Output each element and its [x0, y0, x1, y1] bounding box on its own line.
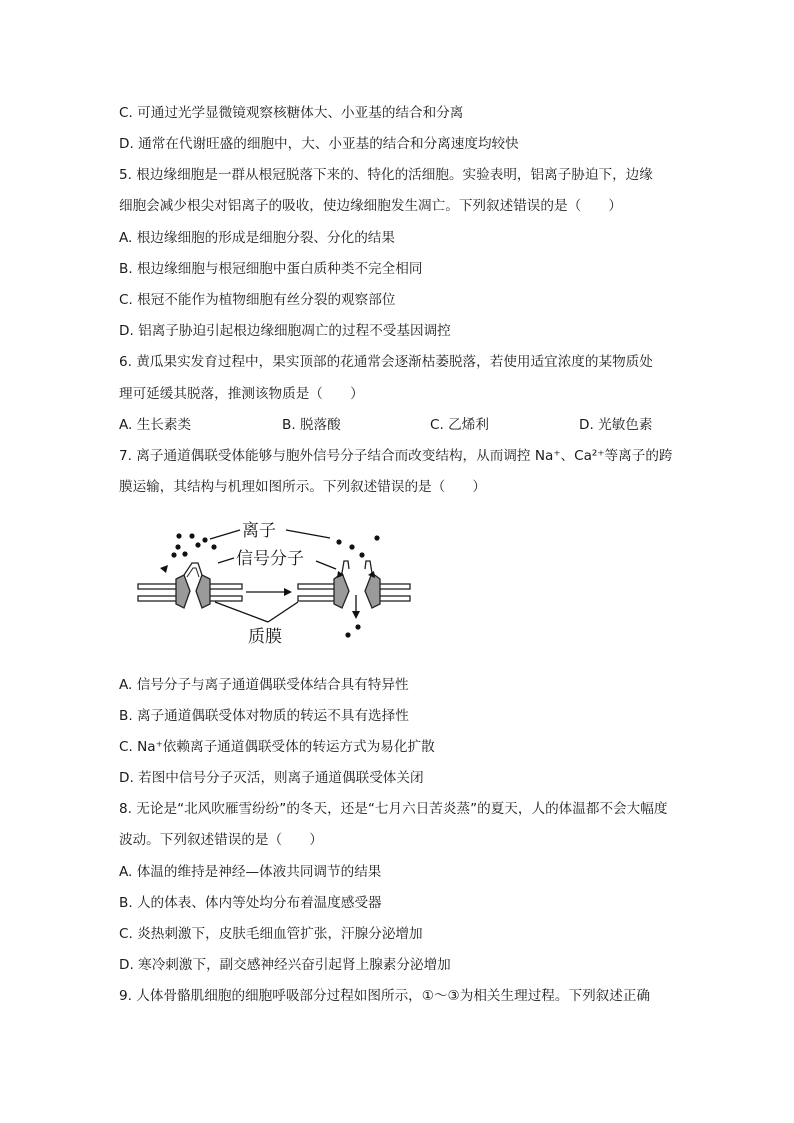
q4-option-d: D. 通常在代谢旺盛的细胞中，大、小亚基的结合和分离速度均较快 [119, 136, 519, 152]
q6-option-b: B. 脱落酸 [282, 417, 341, 433]
label-membrane: 质膜 [248, 627, 282, 647]
q5-stem-line2: 细胞会减少根尖对铝离子的吸收，使边缘细胞发生凋亡。下列叙述错误的是（ ） [119, 198, 622, 214]
q7-stem-line2: 膜运输，其结构与机理如图所示。下列叙述错误的是（ ） [119, 479, 487, 495]
right-membrane [298, 561, 410, 608]
q5-option-c: C. 根冠不能作为植物细胞有丝分裂的观察部位 [119, 292, 396, 308]
ion-flow-arrow-head [352, 611, 360, 619]
q6-option-c: C. 乙烯利 [430, 417, 489, 433]
ion-channel-receptor-figure [130, 505, 420, 655]
pointer-lines [210, 530, 356, 622]
q8-option-c: C. 炎热刺激下，皮肤毛细血管扩张，汗腺分泌增加 [119, 926, 423, 942]
q6-stem-line1: 6. 黄瓜果实发育过程中，果实顶部的花通常会逐渐枯萎脱落，若使用适宜浓度的某物质处 [119, 354, 653, 370]
left-membrane [138, 563, 242, 608]
q7-stem-line1: 7. 离子通道偶联受体能够与胞外信号分子结合而改变结构，从而调控 Na⁺、Ca²⁺等离子的跨 [119, 448, 673, 464]
q5-option-b: B. 根边缘细胞与根冠细胞中蛋白质种类不完全相同 [119, 261, 423, 277]
q6-option-a: A. 生长素类 [119, 417, 192, 433]
q7-option-c: C. Na⁺依赖离子通道偶联受体的转运方式为易化扩散 [119, 739, 435, 755]
q7-option-d: D. 若图中信号分子灭活，则离子通道偶联受体关闭 [119, 770, 424, 786]
q7-option-b: B. 离子通道偶联受体对物质的转运不具有选择性 [119, 708, 409, 724]
q5-option-a: A. 根边缘细胞的形成是细胞分裂、分化的结果 [119, 230, 395, 246]
q9-stem-line1: 9. 人体骨骼肌细胞的细胞呼吸部分过程如图所示，①～③为相关生理过程。下列叙述正确 [119, 988, 651, 1004]
q7-option-a: A. 信号分子与离子通道偶联受体结合具有特异性 [119, 677, 409, 693]
q8-stem-line1: 8. 无论是“北风吹雁雪纷纷”的冬天，还是“七月六日苦炎蒸”的夏天，人的体温都不会大幅度 [119, 801, 668, 817]
q8-option-d: D. 寒冷刺激下，副交感神经兴奋引起肾上腺素分泌增加 [119, 957, 451, 973]
q6-option-d: D. 光敏色素 [579, 417, 653, 433]
q5-stem-line1: 5. 根边缘细胞是一群从根冠脱落下来的、特化的活细胞。实验表明，铝离子胁迫下，边缘 [119, 167, 653, 183]
q5-option-d: D. 铝离子胁迫引起根边缘细胞凋亡的过程不受基因调控 [119, 323, 451, 339]
q8-option-b: B. 人的体表、体内等处均分布着温度感受器 [119, 895, 382, 911]
transition-arrow-head [284, 588, 292, 596]
q8-stem-line2: 波动。下列叙述错误的是（ ） [119, 832, 323, 848]
q6-stem-line2: 理可延缓其脱落，推测该物质是（ ） [119, 386, 364, 402]
q4-option-c: C. 可通过光学显微镜观察核糖体大、小亚基的结合和分离 [119, 105, 464, 121]
label-ion: 离子 [242, 521, 276, 541]
q8-option-a: A. 体温的维持是神经—体液共同调节的结果 [119, 864, 382, 880]
label-signal-molecule: 信号分子 [236, 549, 304, 569]
